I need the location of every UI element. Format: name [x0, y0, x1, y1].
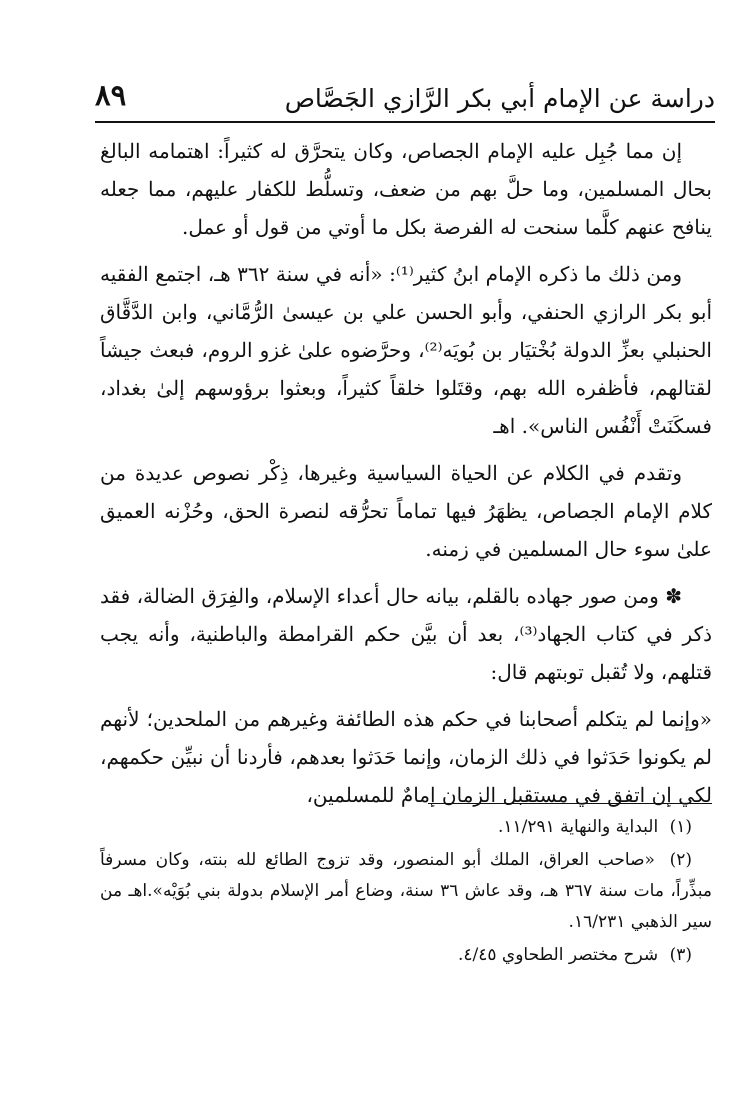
- page-header: [95, 78, 715, 122]
- main-text: [100, 132, 712, 823]
- paragraph: إن مما جُبِل عليه الإمام الجصاص، وكان يتحرَّق له كثيراً: اهتمامه البالغ بحال المسلمين، وما حلَّ بهم من ضعف، وتسلُّط للكفار عليهم، مما جعله ينافح عنهم كلَّما سنحت له الفرصة بكل ما أوتي من قول أو عمل.: [100, 139, 712, 239]
- quotation-paragraph: «وإنما لم يتكلم أصحابنا في حكم هذه الطائفة وغيرهم من الملحدين؛ لأنهم لم يكونوا حَدَثوا في ذلك الزمان، وإنما حَدَثوا بعدهم، فأردنا أن نبيِّن حكمهم، لكي إن اتفق في مستقبل الزمان إمامٌ للمسلمين،: [100, 707, 712, 807]
- footnote-divider: [428, 803, 712, 804]
- footnote-text: «صاحب العراق، الملك أبو المنصور، وقد تزوج الطائع لله بنته، وكان مسرفاً مبذِّراً، مات سنة ٣٦٧ هـ، وقد عاش ٣٦ سنة، وضاع أمر الإسلام بدولة بني بُوَيْه».اهـ من سير الذهبي ١٦/٢٣١.: [100, 850, 712, 932]
- footnote-number: (٢): [669, 850, 692, 870]
- footnote: [100, 940, 712, 971]
- footnote-text: شرح مختصر الطحاوي ٤/٤٥.: [457, 945, 659, 965]
- paragraph: ✽ ومن صور جهاده بالقلم، بيانه حال أعداء الإسلام، والفِرَق الضالة، فقد ذكر في كتاب الجهاد⁽³⁾، بعد أن بيَّن حكم القرامطة والباطنية، وأنه يجب قتلهم، ولا تُقبل توبتهم قال:: [100, 584, 713, 684]
- footnote-text: البداية والنهاية ١١/٢٩١.: [497, 817, 659, 837]
- page-number: ٨٩: [95, 78, 127, 112]
- running-title: دراسة عن الإمام أبي بكر الرَّازي الجَصَّاص: [284, 84, 715, 113]
- footnote: [100, 812, 712, 843]
- header-divider: [95, 121, 715, 123]
- footnote: [100, 845, 712, 938]
- footnote-number: (٣): [669, 945, 692, 965]
- footnotes: [100, 812, 712, 973]
- paragraph: ومن ذلك ما ذكره الإمام ابنُ كثير⁽¹⁾: «أنه في سنة ٣٦٢ هـ، اجتمع الفقيه أبو بكر الرازي الحنفي، وأبو الحسن علي بن عيسىٰ الرُّمَّاني، وابن الدَّقَّاق الحنبلي بعزِّ الدولة بُخْتيَار بن بُويَه⁽²⁾، وحرَّضوه علىٰ غزو الروم، فبعث جيشاً لقتالهم، فأظفره الله بهم، وقتَلوا خلقاً كثيراً، وبعثوا برؤوسهم إلىٰ بغداد، فسكَنَتْ أَنْفُس الناس». اهـ: [100, 262, 712, 438]
- footnote-number: (١): [669, 817, 692, 837]
- paragraph: وتقدم في الكلام عن الحياة السياسية وغيرها، ذِكْر نصوص عديدة من كلام الإمام الجصاص، يظهَرُ فيها تماماً تحرُّقه لنصرة الحق، وحُزْنه العميق علىٰ سوء حال المسلمين في زمنه.: [100, 461, 712, 561]
